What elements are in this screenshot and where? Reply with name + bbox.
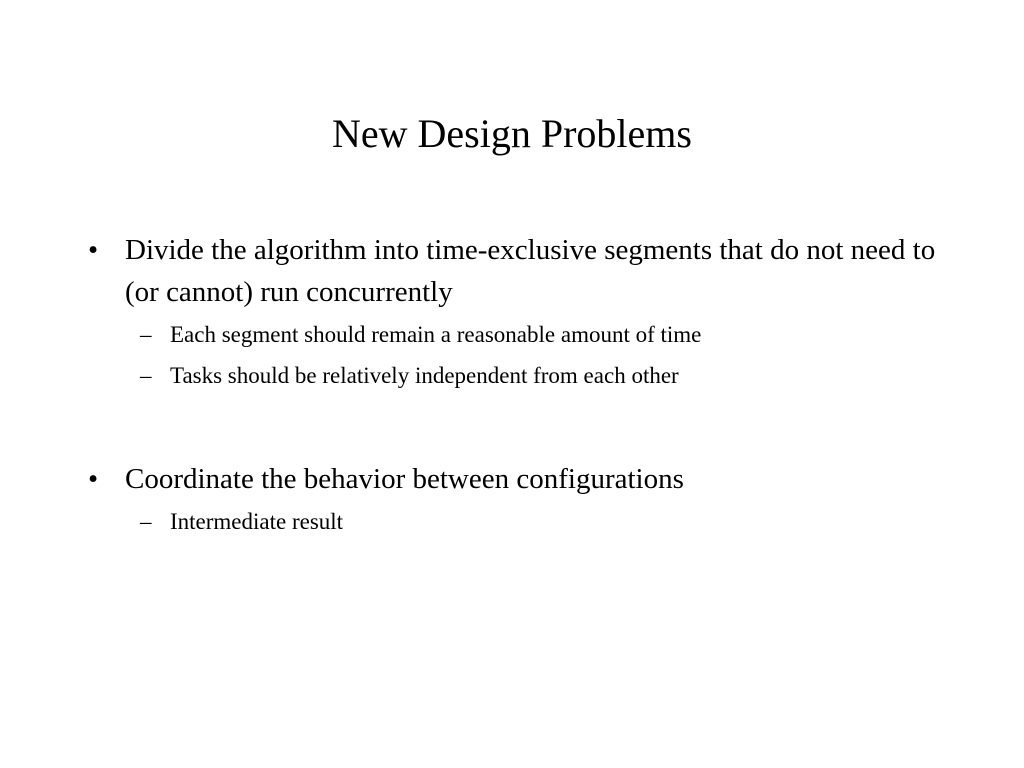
slide-title: New Design Problems bbox=[332, 111, 692, 156]
sub-bullet-item bbox=[140, 360, 940, 392]
bullet-item bbox=[88, 458, 938, 500]
sub-bullet-text: Tasks should be relatively independent from each other bbox=[170, 363, 679, 388]
bullet-item bbox=[88, 229, 938, 313]
bullet-marker: • bbox=[88, 463, 99, 495]
sub-bullet-marker: – bbox=[140, 322, 152, 347]
sub-bullet-text: Each segment should remain a reasonable amount of time bbox=[170, 322, 702, 347]
sub-bullet-text: Intermediate result bbox=[170, 509, 344, 534]
bullet-text: Divide the algorithm into time-exclusive segments that do not need to (or cannot) run concurrently bbox=[125, 234, 936, 308]
sub-bullet-item bbox=[140, 319, 940, 351]
sub-bullet-marker: – bbox=[140, 363, 152, 388]
sub-bullet-marker: – bbox=[140, 509, 152, 534]
sub-bullet-item bbox=[140, 506, 940, 538]
bullet-marker: • bbox=[88, 234, 99, 266]
bullet-text: Coordinate the behavior between configurations bbox=[125, 463, 684, 495]
